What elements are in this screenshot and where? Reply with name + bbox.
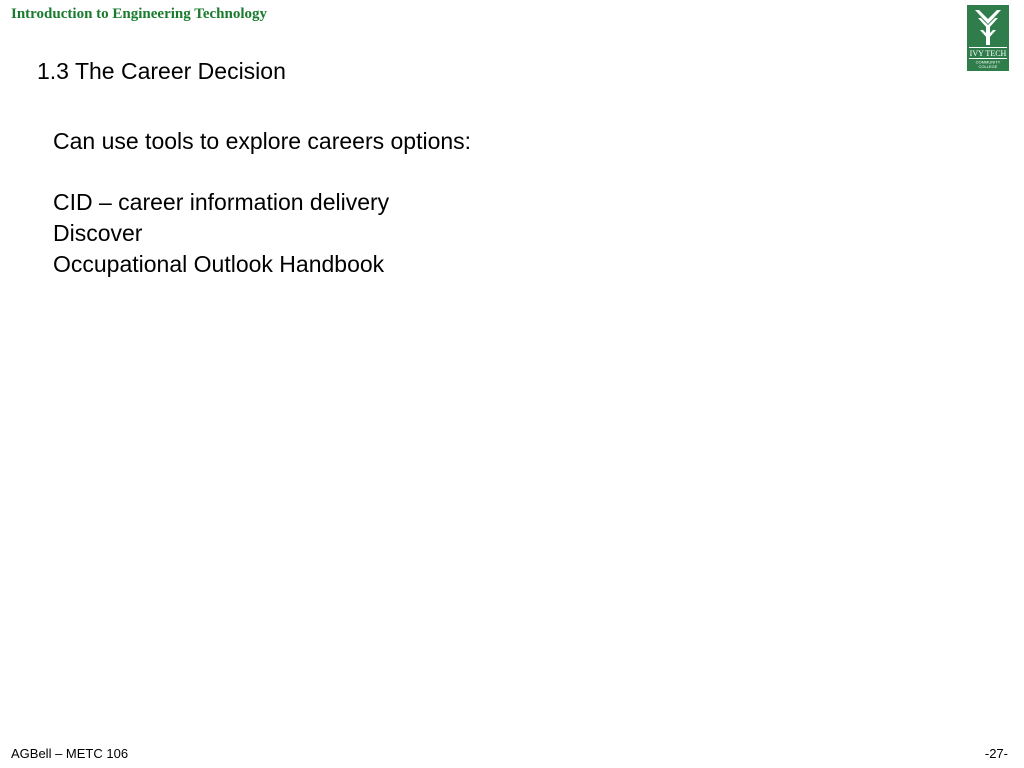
logo-subtitle-line2: COLLEGE	[978, 64, 998, 69]
logo-subtitle-line1: COMMUNITY	[975, 59, 1001, 65]
tool-item-discover: Discover	[53, 220, 143, 246]
logo-name: IVY TECH	[969, 49, 1007, 58]
section-heading: 1.3 The Career Decision	[37, 58, 286, 84]
footer-author-course: AGBell – METC 106	[11, 746, 129, 761]
tool-item-ooh: Occupational Outlook Handbook	[53, 251, 385, 277]
page-number: -27-	[984, 746, 1008, 761]
ivy-tech-logo	[967, 5, 1009, 71]
intro-text: Can use tools to explore careers options:	[53, 128, 472, 154]
tool-item-cid: CID – career information delivery	[53, 189, 390, 215]
tools-list	[53, 187, 389, 280]
course-title: Introduction to Engineering Technology	[11, 6, 268, 22]
